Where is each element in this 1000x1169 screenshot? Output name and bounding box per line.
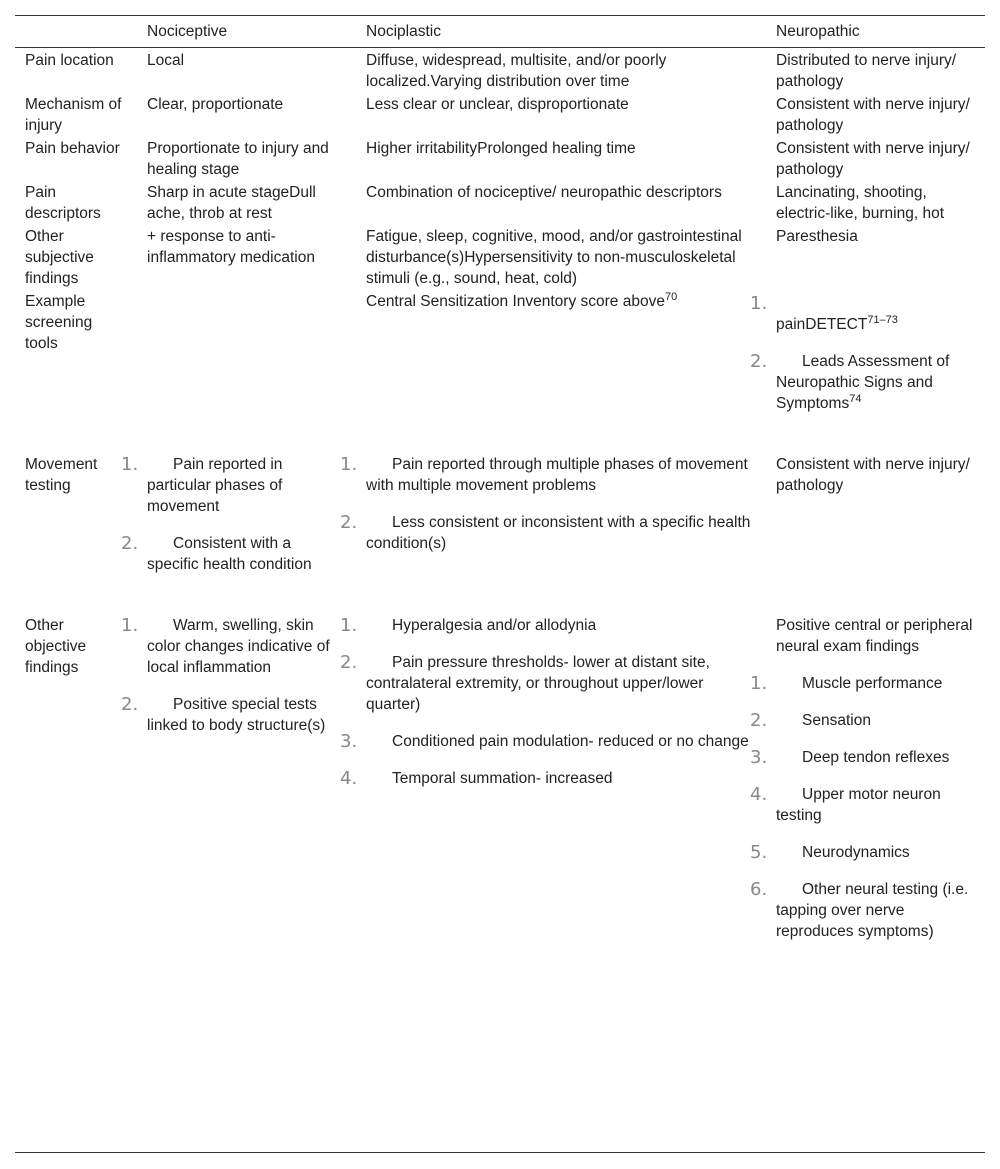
list-number: 6.	[750, 879, 768, 900]
list-item-text: Neurodynamics	[802, 844, 910, 861]
citation-ref: 70	[664, 290, 678, 303]
cell-neuropathic	[750, 613, 985, 942]
citation-ref: 71–73	[867, 313, 898, 326]
list-item-text: Other neural testing (i.e. tapping over nerve reproduces symptoms)	[776, 881, 969, 940]
list-item	[121, 533, 346, 575]
row-label: Mechanism of injury	[25, 96, 122, 134]
list-number: 2.	[750, 710, 768, 731]
cell-nociplastic	[340, 613, 766, 942]
table-bottom-rule	[15, 1152, 985, 1153]
list-item	[750, 673, 975, 694]
list-item	[340, 768, 756, 789]
cell-neuropathic: Consistent with nerve injury/ pathology	[776, 96, 970, 134]
nociceptive-objective-list	[121, 615, 346, 736]
list-item	[750, 351, 975, 414]
table-body	[15, 48, 985, 943]
row-mechanism	[15, 92, 985, 136]
list-item	[750, 784, 975, 826]
row-screening-tools	[15, 289, 985, 452]
list-item-text: Positive special tests linked to body structure(s)	[147, 696, 326, 734]
list-item	[750, 747, 975, 768]
cell-nociplastic: Less clear or unclear, disproportionate	[366, 96, 629, 113]
list-number: 1.	[121, 615, 139, 636]
cell-nociplastic	[340, 452, 766, 613]
list-item	[121, 454, 346, 517]
cell-neuropathic: Consistent with nerve injury/ pathology	[776, 456, 970, 494]
table-header	[15, 16, 985, 48]
cell-nociceptive	[137, 289, 356, 452]
row-label: Pain descriptors	[25, 184, 101, 222]
cell-neuropathic: Lancinating, shooting, electric-like, burning, hot	[776, 184, 944, 222]
neuropathic-objective-lead: Positive central or peripheral neural exam findings	[776, 617, 973, 655]
pain-classification-table-container	[15, 15, 985, 942]
nociplastic-objective-list	[340, 615, 756, 789]
list-number: 1.	[340, 615, 358, 636]
cell-neuropathic: Paresthesia	[776, 228, 858, 245]
list-number: 1.	[121, 454, 139, 475]
list-number: 3.	[750, 747, 768, 768]
list-number: 2.	[340, 512, 358, 533]
list-item-text: Pain pressure thresholds- lower at distant site, contralateral extremity, or throughout upper/lower quarter)	[366, 654, 710, 713]
list-item	[750, 842, 975, 863]
list-item	[340, 454, 756, 496]
screening-text: Central Sensitization Inventory score above	[366, 293, 665, 310]
list-item-text: Pain reported in particular phases of movement	[147, 456, 283, 515]
row-label: Other objective findings	[25, 617, 87, 676]
list-item-text: Muscle performance	[802, 675, 943, 692]
list-item-text: Temporal summation- increased	[392, 770, 613, 787]
list-number: 1.	[750, 293, 768, 314]
list-item-text: Upper motor neuron testing	[776, 786, 941, 824]
list-item-text: Leads Assessment of Neuropathic Signs and Symptoms	[776, 353, 950, 412]
cell-nociceptive: Clear, proportionate	[147, 96, 284, 113]
list-item-text: Pain reported through multiple phases of movement with multiple movement problems	[366, 456, 748, 494]
row-pain-descriptors	[15, 180, 985, 224]
cell-nociplastic: Diffuse, widespread, multisite, and/or poorly localized.Varying distribution over time	[366, 52, 667, 90]
cell-nociplastic: Combination of nociceptive/ neuropathic descriptors	[366, 184, 722, 201]
list-item	[750, 879, 975, 942]
row-label: Movement testing	[25, 456, 98, 494]
cell-nociceptive	[121, 613, 356, 942]
list-number: 5.	[750, 842, 768, 863]
list-item-text: Deep tendon reflexes	[802, 749, 950, 766]
cell-nociplastic: Higher irritabilityProlonged healing time	[366, 140, 636, 157]
row-label: Example screening tools	[25, 293, 93, 352]
citation-ref: 74	[849, 392, 862, 405]
row-pain-location	[15, 48, 985, 93]
list-item	[340, 731, 756, 752]
cell-nociceptive: + response to anti-inflammatory medication	[147, 228, 315, 266]
list-item	[340, 652, 756, 715]
cell-nociceptive	[121, 452, 356, 613]
list-item-text: Sensation	[802, 712, 871, 729]
list-item	[750, 293, 975, 335]
list-item-text: painDETECT	[776, 316, 868, 333]
list-number: 4.	[750, 784, 768, 805]
list-number: 1.	[750, 673, 768, 694]
header-neuropathic: Neuropathic	[766, 16, 985, 48]
cell-nociceptive: Sharp in acute stageDull ache, throb at rest	[147, 184, 316, 222]
nociplastic-movement-list	[340, 454, 756, 554]
list-number: 2.	[340, 652, 358, 673]
list-number: 1.	[340, 454, 358, 475]
neuropathic-objective-list	[750, 673, 975, 942]
list-number: 2.	[121, 694, 139, 715]
row-label: Other subjective findings	[25, 228, 94, 287]
row-label: Pain behavior	[25, 140, 120, 157]
cell-nociceptive: Local	[147, 52, 185, 69]
list-item	[121, 615, 346, 678]
cell-neuropathic: Distributed to nerve injury/ pathology	[776, 52, 957, 90]
list-item	[121, 694, 346, 736]
row-label: Pain location	[25, 52, 114, 69]
list-item	[750, 710, 975, 731]
list-number: 3.	[340, 731, 358, 752]
cell-nociplastic	[356, 289, 766, 452]
row-pain-behavior	[15, 136, 985, 180]
list-item	[340, 512, 756, 554]
row-movement-testing	[15, 452, 985, 613]
list-item	[340, 615, 756, 636]
list-number: 2.	[121, 533, 139, 554]
list-item-text: Warm, swelling, skin color changes indicative of local inflammation	[147, 617, 330, 676]
nociceptive-movement-list	[121, 454, 346, 575]
header-nociceptive: Nociceptive	[137, 16, 356, 48]
cell-neuropathic	[750, 289, 985, 452]
row-other-objective	[15, 613, 985, 942]
list-item-text: Hyperalgesia and/or allodynia	[392, 617, 597, 634]
cell-neuropathic: Consistent with nerve injury/ pathology	[776, 140, 970, 178]
header-nociplastic: Nociplastic	[356, 16, 766, 48]
neuropathic-screening-list	[750, 293, 975, 414]
list-item-text: Less consistent or inconsistent with a specific health condition(s)	[366, 514, 751, 552]
row-other-subjective	[15, 224, 985, 289]
list-item-text: Consistent with a specific health condition	[147, 535, 312, 573]
list-item-text: Conditioned pain modulation- reduced or no change	[392, 733, 749, 750]
list-number: 4.	[340, 768, 358, 789]
header-row	[15, 16, 985, 48]
list-number: 2.	[750, 351, 768, 372]
header-empty	[15, 16, 137, 48]
cell-nociplastic: Fatigue, sleep, cognitive, mood, and/or gastrointestinal disturbance(s)Hypersensitivity to non-musculoskeletal stimuli (e.g., sound, heat, cold)	[366, 228, 742, 287]
cell-nociceptive: Proportionate to injury and healing stage	[147, 140, 329, 178]
pain-classification-table	[15, 15, 985, 942]
